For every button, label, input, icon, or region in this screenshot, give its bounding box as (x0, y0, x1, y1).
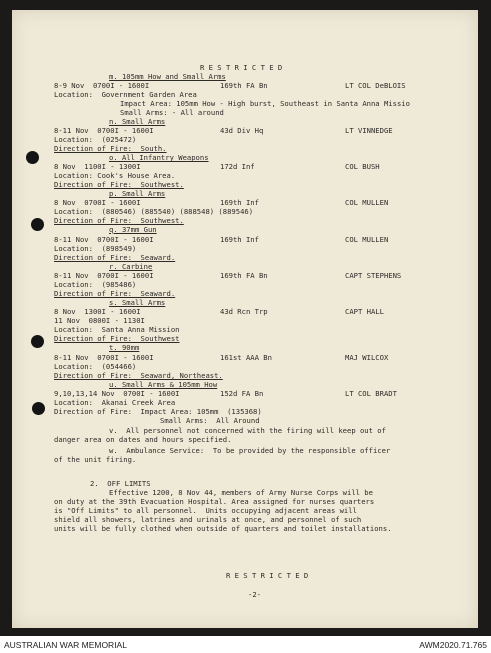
entry-t-date: 8-11 Nov 0700I - 1600I (54, 353, 154, 362)
entry-t-location: Location: (054466) (54, 362, 137, 371)
binder-hole (31, 218, 44, 231)
entry-m-location: Location: Government Garden Area (54, 90, 197, 99)
entry-q-date: 8-11 Nov 0700I - 1600I (54, 235, 154, 244)
entry-p-heading: p. Small Arms (109, 189, 166, 198)
entry-r-date: 8-11 Nov 0700I - 1600I (54, 271, 154, 280)
entry-s-heading: s. Small Arms (109, 298, 166, 307)
entry-u-heading: u. Small Arms & 105mm How (109, 380, 218, 389)
para-v-line1: v. All personnel not concerned with the firing will keep out of (109, 426, 386, 435)
entry-n-location: Location: (025472) (54, 135, 137, 144)
entry-m-impact: Impact Area: 105mm How - High burst, Southeast in Santa Anna Missio (120, 99, 410, 108)
entry-q-location: Location: (898549) (54, 244, 137, 253)
entry-q-direction: Direction of Fire: Seaward. (54, 253, 176, 262)
entry-q-unit: 169th Inf (220, 235, 259, 244)
entry-p-officer: COL MULLEN (345, 198, 389, 207)
section2-line: units will be fully clothed when outside of quarters and toilet installations. (54, 524, 392, 533)
entry-s-direction: Direction of Fire: Southwest (54, 334, 180, 343)
entry-n-unit: 43d Div Hq (220, 126, 264, 135)
entry-o-location: Location: Cook's House Area. (54, 171, 176, 180)
entry-m-officer: LT COL DeBLOIS (345, 81, 406, 90)
entry-t-heading: t. 90mm (109, 343, 140, 352)
archive-reference: AWM2020.71.765 (419, 640, 487, 650)
entry-o-date: 8 Nov 1100I - 1300I (54, 162, 141, 171)
section2-line: Effective 1200, 8 Nov 44, members of Army Nurse Corps will be (109, 488, 373, 497)
section2-line: shield all showers, latrines and urinals at once, and personnel of such (54, 515, 362, 524)
section2-line: is "Off Limits" to all personnel. Units occupying adjacent areas will (54, 506, 357, 515)
restricted-footer: R E S T R I C T E D (226, 571, 309, 580)
restricted-header: R E S T R I C T E D (200, 63, 283, 72)
entry-t-unit: 161st AAA Bn (220, 353, 272, 362)
entry-r-officer: CAPT STEPHENS (345, 271, 402, 280)
entry-o-unit: 172d Inf (220, 162, 255, 171)
entry-o-officer: COL BUSH (345, 162, 380, 171)
para-w-line2: of the unit firing. (54, 455, 137, 464)
binder-hole (32, 402, 45, 415)
para-w-line1: w. Ambulance Service: To be provided by the responsible officer (109, 446, 391, 455)
entry-q-heading: q. 37mm Gun (109, 225, 157, 234)
section2-heading: 2. OFF LIMITS (90, 479, 151, 488)
entry-m-small-arms: Small Arms: - All around (120, 108, 224, 117)
entry-p-direction: Direction of Fire: Southwest. (54, 216, 184, 225)
entry-r-location: Location: (985486) (54, 280, 137, 289)
binder-hole (26, 151, 39, 164)
document-page (12, 10, 478, 628)
entry-u-direction: Direction of Fire: Impact Area: 105mm (135368) (54, 407, 262, 416)
entry-o-heading: o. All Infantry Weapons (109, 153, 209, 162)
binder-hole (31, 335, 44, 348)
para-v-line2: danger area on dates and hours specified. (54, 435, 232, 444)
entry-s-date2: 11 Nov 0800I - 1130I (54, 316, 145, 325)
entry-r-direction: Direction of Fire: Seaward. (54, 289, 176, 298)
entry-p-location: Location: (880546) (885540) (888548) (889546) (54, 207, 254, 216)
entry-r-unit: 169th FA Bn (220, 271, 268, 280)
entry-u-officer: LT COL BRADT (345, 389, 397, 398)
entry-p-unit: 169th Inf (220, 198, 259, 207)
entry-r-heading: r. Carbine (109, 262, 153, 271)
entry-m-date: 8-9 Nov 0700I - 1600I (54, 81, 150, 90)
entry-u-unit: 152d FA Bn (220, 389, 264, 398)
entry-p-date: 8 Nov 0700I - 1600I (54, 198, 141, 207)
entry-t-direction: Direction of Fire: Seaward, Northeast. (54, 371, 223, 380)
entry-s-unit: 43d Rcn Trp (220, 307, 268, 316)
entry-m-heading: m. 105mm How and Small Arms (109, 72, 226, 81)
page-number: -2- (248, 590, 261, 599)
entry-q-officer: COL MULLEN (345, 235, 389, 244)
archive-caption-bar (0, 636, 491, 653)
section2-line: on duty at the 39th Evacuation Hospital. Area assigned for nurses quarters (54, 497, 375, 506)
entry-n-direction: Direction of Fire: South. (54, 144, 167, 153)
entry-t-officer: MAJ WILCOX (345, 353, 389, 362)
entry-u-location: Location: Akanai Creek Area (54, 398, 176, 407)
entry-s-location: Location: Santa Anna Mission (54, 325, 180, 334)
entry-n-heading: n. Small Arms (109, 117, 166, 126)
entry-s-officer: CAPT HALL (345, 307, 384, 316)
entry-n-officer: LT VINNEDGE (345, 126, 393, 135)
entry-m-unit: 169th FA Bn (220, 81, 268, 90)
entry-u-date: 9,10,13,14 Nov 0700I - 1600I (54, 389, 180, 398)
archive-name: AUSTRALIAN WAR MEMORIAL (4, 640, 127, 650)
entry-u-small-arms: Small Arms: All Around (160, 416, 260, 425)
entry-o-direction: Direction of Fire: Southwest. (54, 180, 184, 189)
entry-n-date: 8-11 Nov 0700I - 1600I (54, 126, 154, 135)
entry-s-date: 8 Nov 1300I - 1600I (54, 307, 141, 316)
